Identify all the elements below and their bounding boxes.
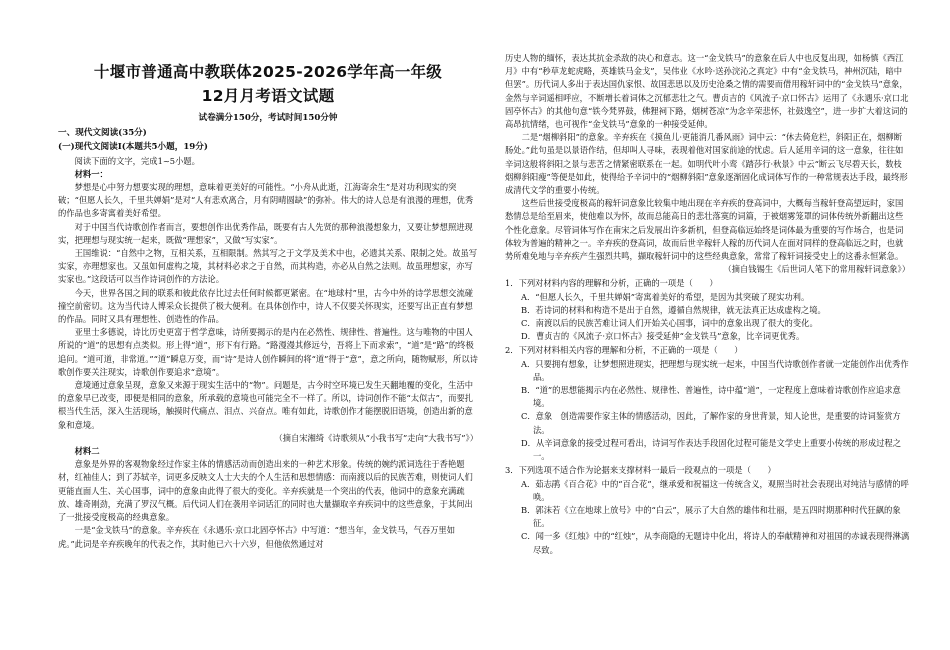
paragraph: 今天，世界各国之间的联系和彼此依存比过去任何时候都更紧密。在“地球村”里，古今中外的诗学思想交流碰撞空前密切。这为当代诗人博采众长提供了极大便利。在具体创作中，诗人不仅要关怀现实，还要写出正直有梦想的作品。同时又具有理想性、创造性的作品。 xyxy=(58,287,474,325)
question-option: D．曹贞吉的《风流子·京口怀古》接受延伸“金戈铁马”意象，比辛词更优秀。 xyxy=(521,331,805,342)
paragraph: 意境通过意象呈现，意象又来源于现实生活中的“物”。问题是，古今时空环境已发生天翻地覆的变化，生活中的意象早已改变，即便是相同的意象，所承载的意境也可能完全不一样了。所以，诗词创作不能“太似古”，而要扎根当代生活，深入生活现场，触摸时代痛点、泪点、兴奋点。唯有如此，诗歌创作才能摆脱旧语境，创造出新的意象和意境。 xyxy=(58,380,474,430)
paragraph: 二是“烟柳斜阳”的意象。辛弃疾在《摸鱼儿·更能消几番风雨》词中云：“休去倚危栏，斜阳正在，烟柳断肠处。”此句虽是以景语作结，但却叫人寻味，表现着他对国家前途的忧虑。后人延用辛词的这一意象，往往如辛词这般将斜阳之景与悲苦之情紧密联系在一起。如明代叶小鸾《踏莎行·秋景》中云“断云飞尽碧天长，数枝烟柳斜阳瘦”等便是如此，使得给予辛词中的“烟柳斜阳”意象逐渐固化成词体写作的一种常规表达手段，最终形成清代文学的重要小传统。 xyxy=(505,132,908,196)
exam-info: 试卷满分150分，考试时间150分钟 xyxy=(198,113,338,123)
paragraph: 这些后世接受度极高的稼轩词意象比较集中地出现在辛弃疾的登高词中，大概每当稼轩登高望远时，家国愁情总是给至眉来，使他难以为怀，故而总能高日的悲壮落寞的词篇，于被烟雾笼罩的词体传统外新翻出这些个性化意象。尽管词体写作在南宋之后发展出许多新机，但登高临远始终是词体最为重要的写作场合，也是词体较为普遍的精神之一。辛弃疾的登高词，故而后世辛稼轩人稼的历代词人在面对同样的登高临远之时，也就势所难免地与辛弃疾产生强烈共鸣，撷取稼轩词中的这些经典意象，常常了稼轩词接受史上的这番永恒紧急。 xyxy=(505,198,904,262)
right-column xyxy=(505,52,910,557)
question-stem: 3．下列选项不适合作为论据来支撑材料一最后一段观点的一项是（ ） xyxy=(505,465,776,476)
question-option: B．若诗词的材料和构造不是出于自然，遵循自然规律，就无法真正达成虚构之境。 xyxy=(521,304,826,315)
question-option: C．意象 创造需要作家主体的情感活动，因此，了解作家的身世背景，知人论世，是重要的诗词鉴赏方法。 xyxy=(521,411,901,435)
question-3 xyxy=(505,464,910,556)
question-2 xyxy=(505,344,910,463)
exam-title-line2: 12月月考语文试题 xyxy=(201,87,335,105)
question-option: A．茹志鹃《百合花》中的“百合花”，继承爱和祝福这一传统含义，观照当时社会表现出对纯洁与感情的呼唤。 xyxy=(521,478,909,502)
question-option: C．闻一多《红烛》中的“红烛”，从李商隐的无题诗中化出，将诗人的奉献精神和对祖国的赤诚表现得淋漓尽致。 xyxy=(521,531,910,555)
paragraph: 意象是外界的客观物象经过作家主体的情感活动而创造出来的一种艺术形象。传统的婉约派词选往于香艳题材，红袖佳人；到了苏轼辛，词更多反映文人士大夫的个人生活和思想情感：而南渡以后的民族苦难，则使词人们更能直面人生、关心国事，词中的意象由此得了很大的变化。辛弃疾就是一个突出的代表，他词中的意象充满疏放、雄奇刚劲，充满了罗汉气概。后代词人们在袭用辛词话汇的同时也大量撷取辛弃疾词中的这些意象，于其间出了一批接受度极高的经典意象。 xyxy=(58,459,473,523)
paragraph: 历史人物的缅怀，表达其抗金杀敌的决心和意志。这一“金戈铁马”的意象在后人中也反复出现，如杨慎《西江月》中有“秒草龙蛇虎略，英雄铁马金戈”，吴伟业《水吟·送孙浣沁之真定》中有“金戈铁马，神州沉陆，暗中但罢”。历代词人多出于表达国仇家恨、故国悲思以及历史沧桑之情的需要而借用稼轩词中的“金戈铁马”意象，金然与辛词遥相呼应，不断增长着词体之沉郁悲壮之气。曹贞吉的《风流子·京口怀古》运用了《永遇乐·京口北固亭怀古》的其他句意“铁今梵界鼓，佛狸祠下路，烟树苍凉”为念辛荣悲怀，社鼓逸空”，进一步扩大着这词的高昂抗情绪，也可视作“金戈铁马”意象的一种接受延伸。 xyxy=(505,53,909,130)
source-citation: （摘自钱锡生《后世词人笔下的常用稼轩词意象》） xyxy=(723,264,910,275)
paragraph: 梦想是心中努力想要实现的理想，意味着更美好的可能性。“小舟从此逝，江海寄余生”是对功利现实的突破；“但愿人长久，千里共婵娟”是对“人有悲欢离合，月有阴晴圆缺”的弥补。伟大的诗人总是有浪漫的理想，优秀的作品也多寄寓着美好希望。 xyxy=(58,182,474,219)
material2-label: 材料二 xyxy=(74,446,100,457)
section-heading: 一、现代文阅读(35分) xyxy=(58,128,147,139)
paragraph: 亚里士多德说，诗比历史更富于哲学意味，诗所要揭示的是内在必然性、规律性、普遍性。这与唯物的中国人所说的“道”的思想有点类似。形上得“道”，形下有行路。“路漫漫其修远兮，吾将上下而求索”，“道”是“路”的终极追问。“道可道，非常道。”“道”瞬息万变，而“诗”是诗人创作瞬间的将“道”得于“意”，意之所向，随物赋形，所以诗歌创作要关注现实，诗歌创作要追求“意境”。 xyxy=(58,327,478,377)
question-option: C．南渡以后的民族苦难让词人们开始关心国事，词中的意象出现了很大的变化。 xyxy=(521,318,818,329)
question-stem: 2．下列对材料相关内容的理解和分析，不正确的一项是（ ） xyxy=(505,345,743,356)
question-option: D．从辛词意象的接受过程可看出，诗词写作表达手段固化过程可能是文学史上重要小传统的形成过程之一。 xyxy=(521,437,902,462)
paragraph: 对于中国当代诗歌创作者而言，要想创作出优秀作品，既要有古人先贤的那种浪漫想象力，又要让梦想照进现实，把理想与现实统一起来，既做“理想家”，又做“写实家”。 xyxy=(58,221,473,245)
paragraph: 王国维说：“自然中之物，互相关系，互相限制。然其写之于文学及美术中也，必遗其关系、限制之处。故虽写实家，亦理想家也。又虽如何虚构之境，其材料必求之于自然，而其构造，亦必从自然之法则。故虽理想家，亦写实家也。”这段话可以当作诗词创作的方法论。 xyxy=(58,248,478,285)
left-column xyxy=(58,52,478,551)
question-stem: 1．下列对材料内容的理解和分析，正确的一项是（ ） xyxy=(505,278,718,289)
exam-title-line1: 十堰市普通高中教联体2025-2026学年高一年级 xyxy=(93,63,443,81)
paragraph: 一是“金戈铁马”的意象。辛弃疾在《永遇乐·京口北固亭怀古》中写道：“想当年，金戈铁马，气吞万里如虎。”此词是辛弃疾晚年的代表之作，其时他已六十六岁，但他依然通过对 xyxy=(58,525,456,549)
subsection-heading: (一)现代文阅读Ⅰ(本题共5小题，19分) xyxy=(58,142,208,153)
question-option: B．“道”的思想能揭示内在必然性、规律性、普遍性，诗中蕴“道”，一定程度上意味着诗歌创作应追求意境。 xyxy=(521,385,901,409)
source-citation: （摘自宋湘绮《诗歌须从“小我书写”走向“大我书写”》） xyxy=(274,432,478,443)
question-option: A．“但愿人长久，千里共婵娟”寄寓着美好的希望，是因为其突破了现实功利。 xyxy=(521,291,810,302)
instruction: 阅读下面的文字，完成1~5小题。 xyxy=(74,155,200,166)
question-1 xyxy=(505,277,910,343)
material1-label: 材料一： xyxy=(74,168,108,179)
question-option: B．郭沫若《立在地球上放号》中的“白云”，展示了大自然的雄伟和壮丽，是五四时期那种时代狂飙的象征。 xyxy=(521,504,901,529)
question-option: A．只要拥有想象，让梦想照进现实，把理想与现实统一起来，中国当代诗歌创作者就一定能创作出优秀作品。 xyxy=(521,358,909,382)
